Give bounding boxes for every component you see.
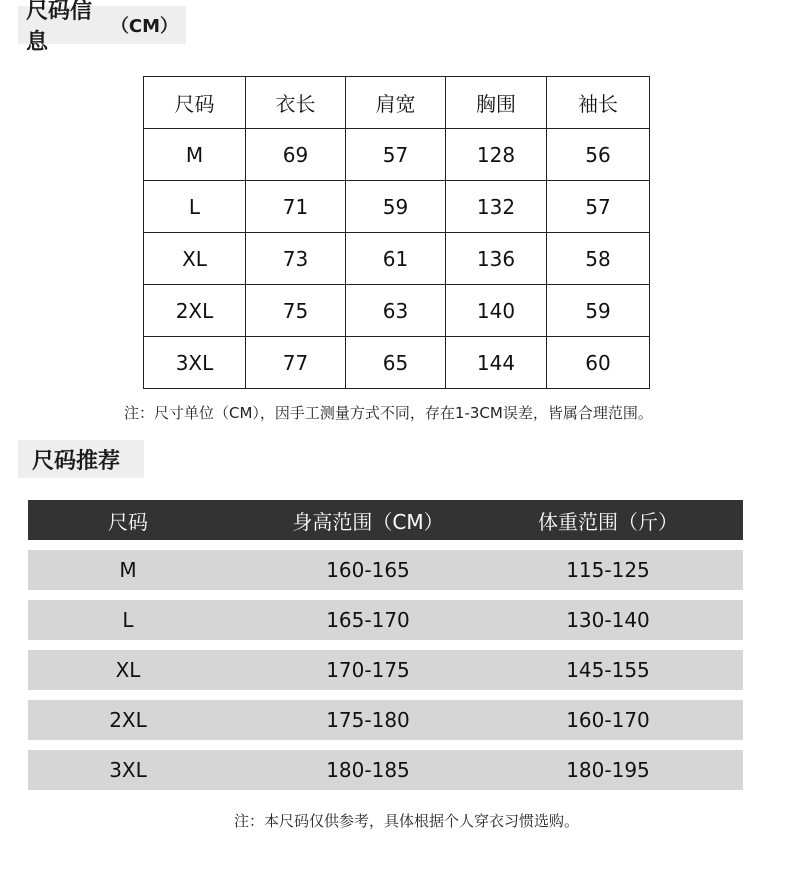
table-cell: 136 bbox=[446, 233, 547, 285]
table-cell: 160-170 bbox=[566, 708, 650, 732]
size-info-table bbox=[143, 76, 650, 389]
header-cell: 体重范围（斤） bbox=[538, 509, 678, 534]
table-cell: 140 bbox=[446, 285, 547, 337]
recommend-note: 注：本尺码仅供参考，具体根据个人穿衣习惯选购。 bbox=[234, 812, 580, 830]
table-cell: 60 bbox=[547, 337, 650, 389]
table-row bbox=[28, 700, 743, 740]
table-cell: XL bbox=[115, 658, 141, 682]
table-cell: 160-165 bbox=[326, 558, 410, 582]
table-cell: 63 bbox=[346, 285, 446, 337]
table-cell: M bbox=[119, 558, 137, 582]
table-cell: 3XL bbox=[109, 758, 147, 782]
table-row bbox=[28, 650, 743, 690]
table-cell: 180-195 bbox=[566, 758, 650, 782]
table-row bbox=[144, 129, 650, 181]
table-cell: 77 bbox=[246, 337, 346, 389]
table-cell: 58 bbox=[547, 233, 650, 285]
size-recommend-heading bbox=[18, 440, 144, 478]
table-cell: XL bbox=[144, 233, 246, 285]
table-cell: 130-140 bbox=[566, 608, 650, 632]
table-cell: 128 bbox=[446, 129, 547, 181]
recommend-header-row bbox=[28, 500, 743, 540]
table-cell: 144 bbox=[446, 337, 547, 389]
table-cell: 57 bbox=[547, 181, 650, 233]
table-cell: 59 bbox=[346, 181, 446, 233]
table-cell: 61 bbox=[346, 233, 446, 285]
table-cell: 180-185 bbox=[326, 758, 410, 782]
header-cell: 尺码 bbox=[108, 509, 148, 534]
table-row bbox=[144, 233, 650, 285]
size-info-unit: （CM） bbox=[110, 16, 178, 37]
table-row bbox=[28, 550, 743, 590]
table-row bbox=[144, 285, 650, 337]
header-cell: 肩宽 bbox=[346, 77, 446, 129]
table-cell: 56 bbox=[547, 129, 650, 181]
size-info-heading bbox=[18, 0, 186, 55]
header-cell: 胸围 bbox=[446, 77, 547, 129]
table-cell: 115-125 bbox=[566, 558, 650, 582]
table-cell: 59 bbox=[547, 285, 650, 337]
size-info-title: 尺码信息 bbox=[26, 0, 93, 55]
table-cell: 145-155 bbox=[566, 658, 650, 682]
table-cell: 175-180 bbox=[326, 708, 410, 732]
table-header-row bbox=[144, 77, 650, 129]
table-row bbox=[144, 181, 650, 233]
table-row bbox=[144, 337, 650, 389]
size-recommend-title: 尺码推荐 bbox=[32, 448, 121, 474]
table-cell: 65 bbox=[346, 337, 446, 389]
header-cell: 身高范围（CM） bbox=[292, 509, 444, 534]
table-cell: 170-175 bbox=[326, 658, 410, 682]
table-row bbox=[28, 750, 743, 790]
table-cell: 3XL bbox=[144, 337, 246, 389]
table-cell: 73 bbox=[246, 233, 346, 285]
table-cell: L bbox=[144, 181, 246, 233]
table-cell: 2XL bbox=[144, 285, 246, 337]
header-cell: 衣长 bbox=[246, 77, 346, 129]
table-cell: M bbox=[144, 129, 246, 181]
table-cell: 132 bbox=[446, 181, 547, 233]
table-cell: 69 bbox=[246, 129, 346, 181]
table-cell: L bbox=[122, 608, 134, 632]
table-row bbox=[28, 600, 743, 640]
header-cell: 袖长 bbox=[547, 77, 650, 129]
table-cell: 71 bbox=[246, 181, 346, 233]
table-cell: 75 bbox=[246, 285, 346, 337]
table-cell: 165-170 bbox=[326, 608, 410, 632]
header-cell: 尺码 bbox=[144, 77, 246, 129]
measurement-note: 注：尺寸单位（CM），因手工测量方式不同，存在1-3CM误差，皆属合理范围。 bbox=[124, 404, 653, 422]
table-cell: 57 bbox=[346, 129, 446, 181]
table-cell: 2XL bbox=[109, 708, 147, 732]
